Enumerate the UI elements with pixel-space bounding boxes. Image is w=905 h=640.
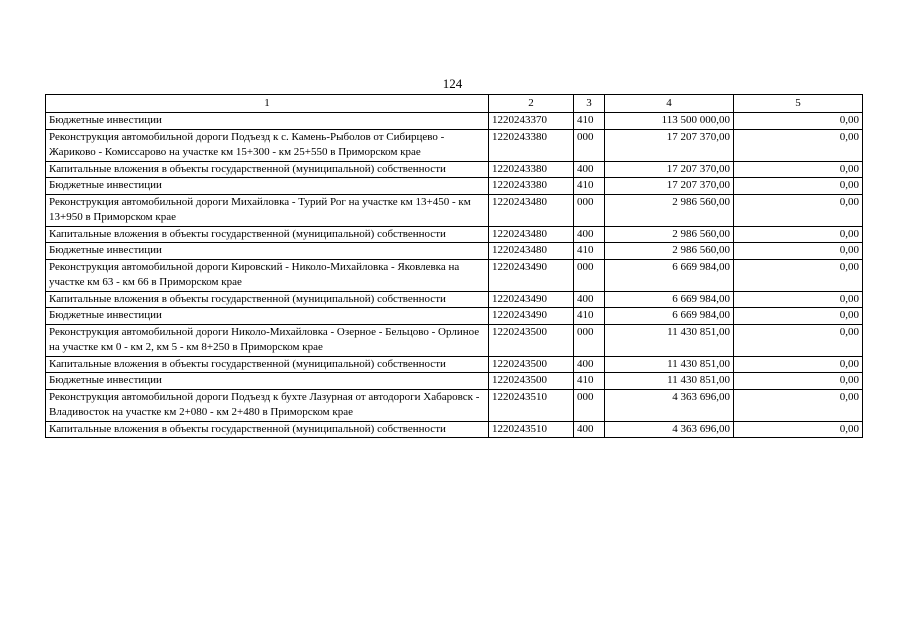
header-col-2: 2 xyxy=(489,95,574,113)
row-amount-cell: 6 669 984,00 xyxy=(605,291,734,308)
row-amount2-cell: 0,00 xyxy=(734,259,863,291)
row-amount-cell: 17 207 370,00 xyxy=(605,129,734,161)
table-row xyxy=(46,226,863,243)
row-vr-code-cell: 400 xyxy=(574,291,605,308)
row-name-cell: Реконструкция автомобильной дороги Подъезд к с. Камень-Рыболов от Сибирцево - Жариково - Комиссарово на участке км 15+300 - км 25+550 в Приморском крае xyxy=(46,129,489,161)
row-vr-code-cell: 410 xyxy=(574,178,605,195)
table-row xyxy=(46,243,863,260)
row-csr-code-cell: 1220243380 xyxy=(489,161,574,178)
row-amount-cell: 17 207 370,00 xyxy=(605,178,734,195)
row-name-cell: Реконструкция автомобильной дороги Михайловка - Турий Рог на участке км 13+450 - км 13+950 в Приморском крае xyxy=(46,194,489,226)
row-amount2-cell: 0,00 xyxy=(734,161,863,178)
table-row xyxy=(46,129,863,161)
row-csr-code-cell: 1220243480 xyxy=(489,226,574,243)
table-row xyxy=(46,178,863,195)
row-vr-code-cell: 410 xyxy=(574,373,605,390)
row-csr-code-cell: 1220243490 xyxy=(489,308,574,325)
header-col-1: 1 xyxy=(46,95,489,113)
row-vr-code-cell: 000 xyxy=(574,194,605,226)
row-amount-cell: 17 207 370,00 xyxy=(605,161,734,178)
page-number: 124 xyxy=(442,76,463,91)
row-csr-code-cell: 1220243500 xyxy=(489,373,574,390)
row-csr-code-cell: 1220243380 xyxy=(489,178,574,195)
row-amount-cell: 11 430 851,00 xyxy=(605,373,734,390)
row-vr-code-cell: 000 xyxy=(574,129,605,161)
table-row xyxy=(46,291,863,308)
row-amount2-cell: 0,00 xyxy=(734,113,863,130)
row-name-cell: Капитальные вложения в объекты государственной (муниципальной) собственности xyxy=(46,226,489,243)
row-amount2-cell: 0,00 xyxy=(734,324,863,356)
row-name-cell: Капитальные вложения в объекты государственной (муниципальной) собственности xyxy=(46,421,489,438)
row-name-cell: Бюджетные инвестиции xyxy=(46,373,489,390)
row-amount2-cell: 0,00 xyxy=(734,373,863,390)
table-row xyxy=(46,194,863,226)
row-csr-code-cell: 1220243480 xyxy=(489,194,574,226)
row-amount2-cell: 0,00 xyxy=(734,389,863,421)
table-row xyxy=(46,113,863,130)
row-name-cell: Капитальные вложения в объекты государственной (муниципальной) собственности xyxy=(46,356,489,373)
row-name-cell: Реконструкция автомобильной дороги Подъезд к бухте Лазурная от автодороги Хабаровск - Владивосток на участке км 2+080 - км 2+480 в Приморском крае xyxy=(46,389,489,421)
row-name-cell: Бюджетные инвестиции xyxy=(46,178,489,195)
row-name-cell: Бюджетные инвестиции xyxy=(46,243,489,260)
row-amount2-cell: 0,00 xyxy=(734,356,863,373)
row-amount-cell: 11 430 851,00 xyxy=(605,356,734,373)
row-csr-code-cell: 1220243380 xyxy=(489,129,574,161)
row-csr-code-cell: 1220243510 xyxy=(489,389,574,421)
row-csr-code-cell: 1220243490 xyxy=(489,259,574,291)
row-vr-code-cell: 000 xyxy=(574,259,605,291)
row-amount2-cell: 0,00 xyxy=(734,421,863,438)
row-name-cell: Реконструкция автомобильной дороги Кировский - Николо-Михайловка - Яковлевка на участке км 63 - км 66 в Приморском крае xyxy=(46,259,489,291)
table-header-row xyxy=(46,95,863,113)
row-amount2-cell: 0,00 xyxy=(734,308,863,325)
row-csr-code-cell: 1220243370 xyxy=(489,113,574,130)
row-amount2-cell: 0,00 xyxy=(734,226,863,243)
row-vr-code-cell: 400 xyxy=(574,356,605,373)
row-amount-cell: 11 430 851,00 xyxy=(605,324,734,356)
table-row xyxy=(46,324,863,356)
budget-table xyxy=(45,94,863,438)
row-amount2-cell: 0,00 xyxy=(734,243,863,260)
row-name-cell: Реконструкция автомобильной дороги Николо-Михайловка - Озерное - Бельцово - Орлиное на участке км 0 - км 2, км 5 - км 8+250 в Приморском крае xyxy=(46,324,489,356)
row-name-cell: Капитальные вложения в объекты государственной (муниципальной) собственности xyxy=(46,291,489,308)
table-row xyxy=(46,373,863,390)
row-amount2-cell: 0,00 xyxy=(734,178,863,195)
row-amount2-cell: 0,00 xyxy=(734,194,863,226)
row-amount-cell: 2 986 560,00 xyxy=(605,194,734,226)
table-row xyxy=(46,356,863,373)
row-name-cell: Бюджетные инвестиции xyxy=(46,308,489,325)
table-row xyxy=(46,389,863,421)
row-amount-cell: 4 363 696,00 xyxy=(605,389,734,421)
row-amount2-cell: 0,00 xyxy=(734,291,863,308)
row-amount-cell: 2 986 560,00 xyxy=(605,243,734,260)
row-vr-code-cell: 410 xyxy=(574,113,605,130)
table-row xyxy=(46,161,863,178)
row-vr-code-cell: 400 xyxy=(574,161,605,178)
row-csr-code-cell: 1220243500 xyxy=(489,356,574,373)
row-amount-cell: 6 669 984,00 xyxy=(605,259,734,291)
row-name-cell: Капитальные вложения в объекты государственной (муниципальной) собственности xyxy=(46,161,489,178)
row-amount2-cell: 0,00 xyxy=(734,129,863,161)
row-csr-code-cell: 1220243500 xyxy=(489,324,574,356)
row-vr-code-cell: 400 xyxy=(574,421,605,438)
row-csr-code-cell: 1220243490 xyxy=(489,291,574,308)
table-row xyxy=(46,259,863,291)
row-vr-code-cell: 000 xyxy=(574,389,605,421)
row-name-cell: Бюджетные инвестиции xyxy=(46,113,489,130)
table-row xyxy=(46,421,863,438)
row-vr-code-cell: 400 xyxy=(574,226,605,243)
row-amount-cell: 6 669 984,00 xyxy=(605,308,734,325)
row-vr-code-cell: 410 xyxy=(574,243,605,260)
header-col-3: 3 xyxy=(574,95,605,113)
row-vr-code-cell: 410 xyxy=(574,308,605,325)
row-amount-cell: 4 363 696,00 xyxy=(605,421,734,438)
row-amount-cell: 113 500 000,00 xyxy=(605,113,734,130)
table-row xyxy=(46,308,863,325)
header-col-4: 4 xyxy=(605,95,734,113)
row-amount-cell: 2 986 560,00 xyxy=(605,226,734,243)
row-csr-code-cell: 1220243510 xyxy=(489,421,574,438)
row-vr-code-cell: 000 xyxy=(574,324,605,356)
row-csr-code-cell: 1220243480 xyxy=(489,243,574,260)
header-col-5: 5 xyxy=(734,95,863,113)
